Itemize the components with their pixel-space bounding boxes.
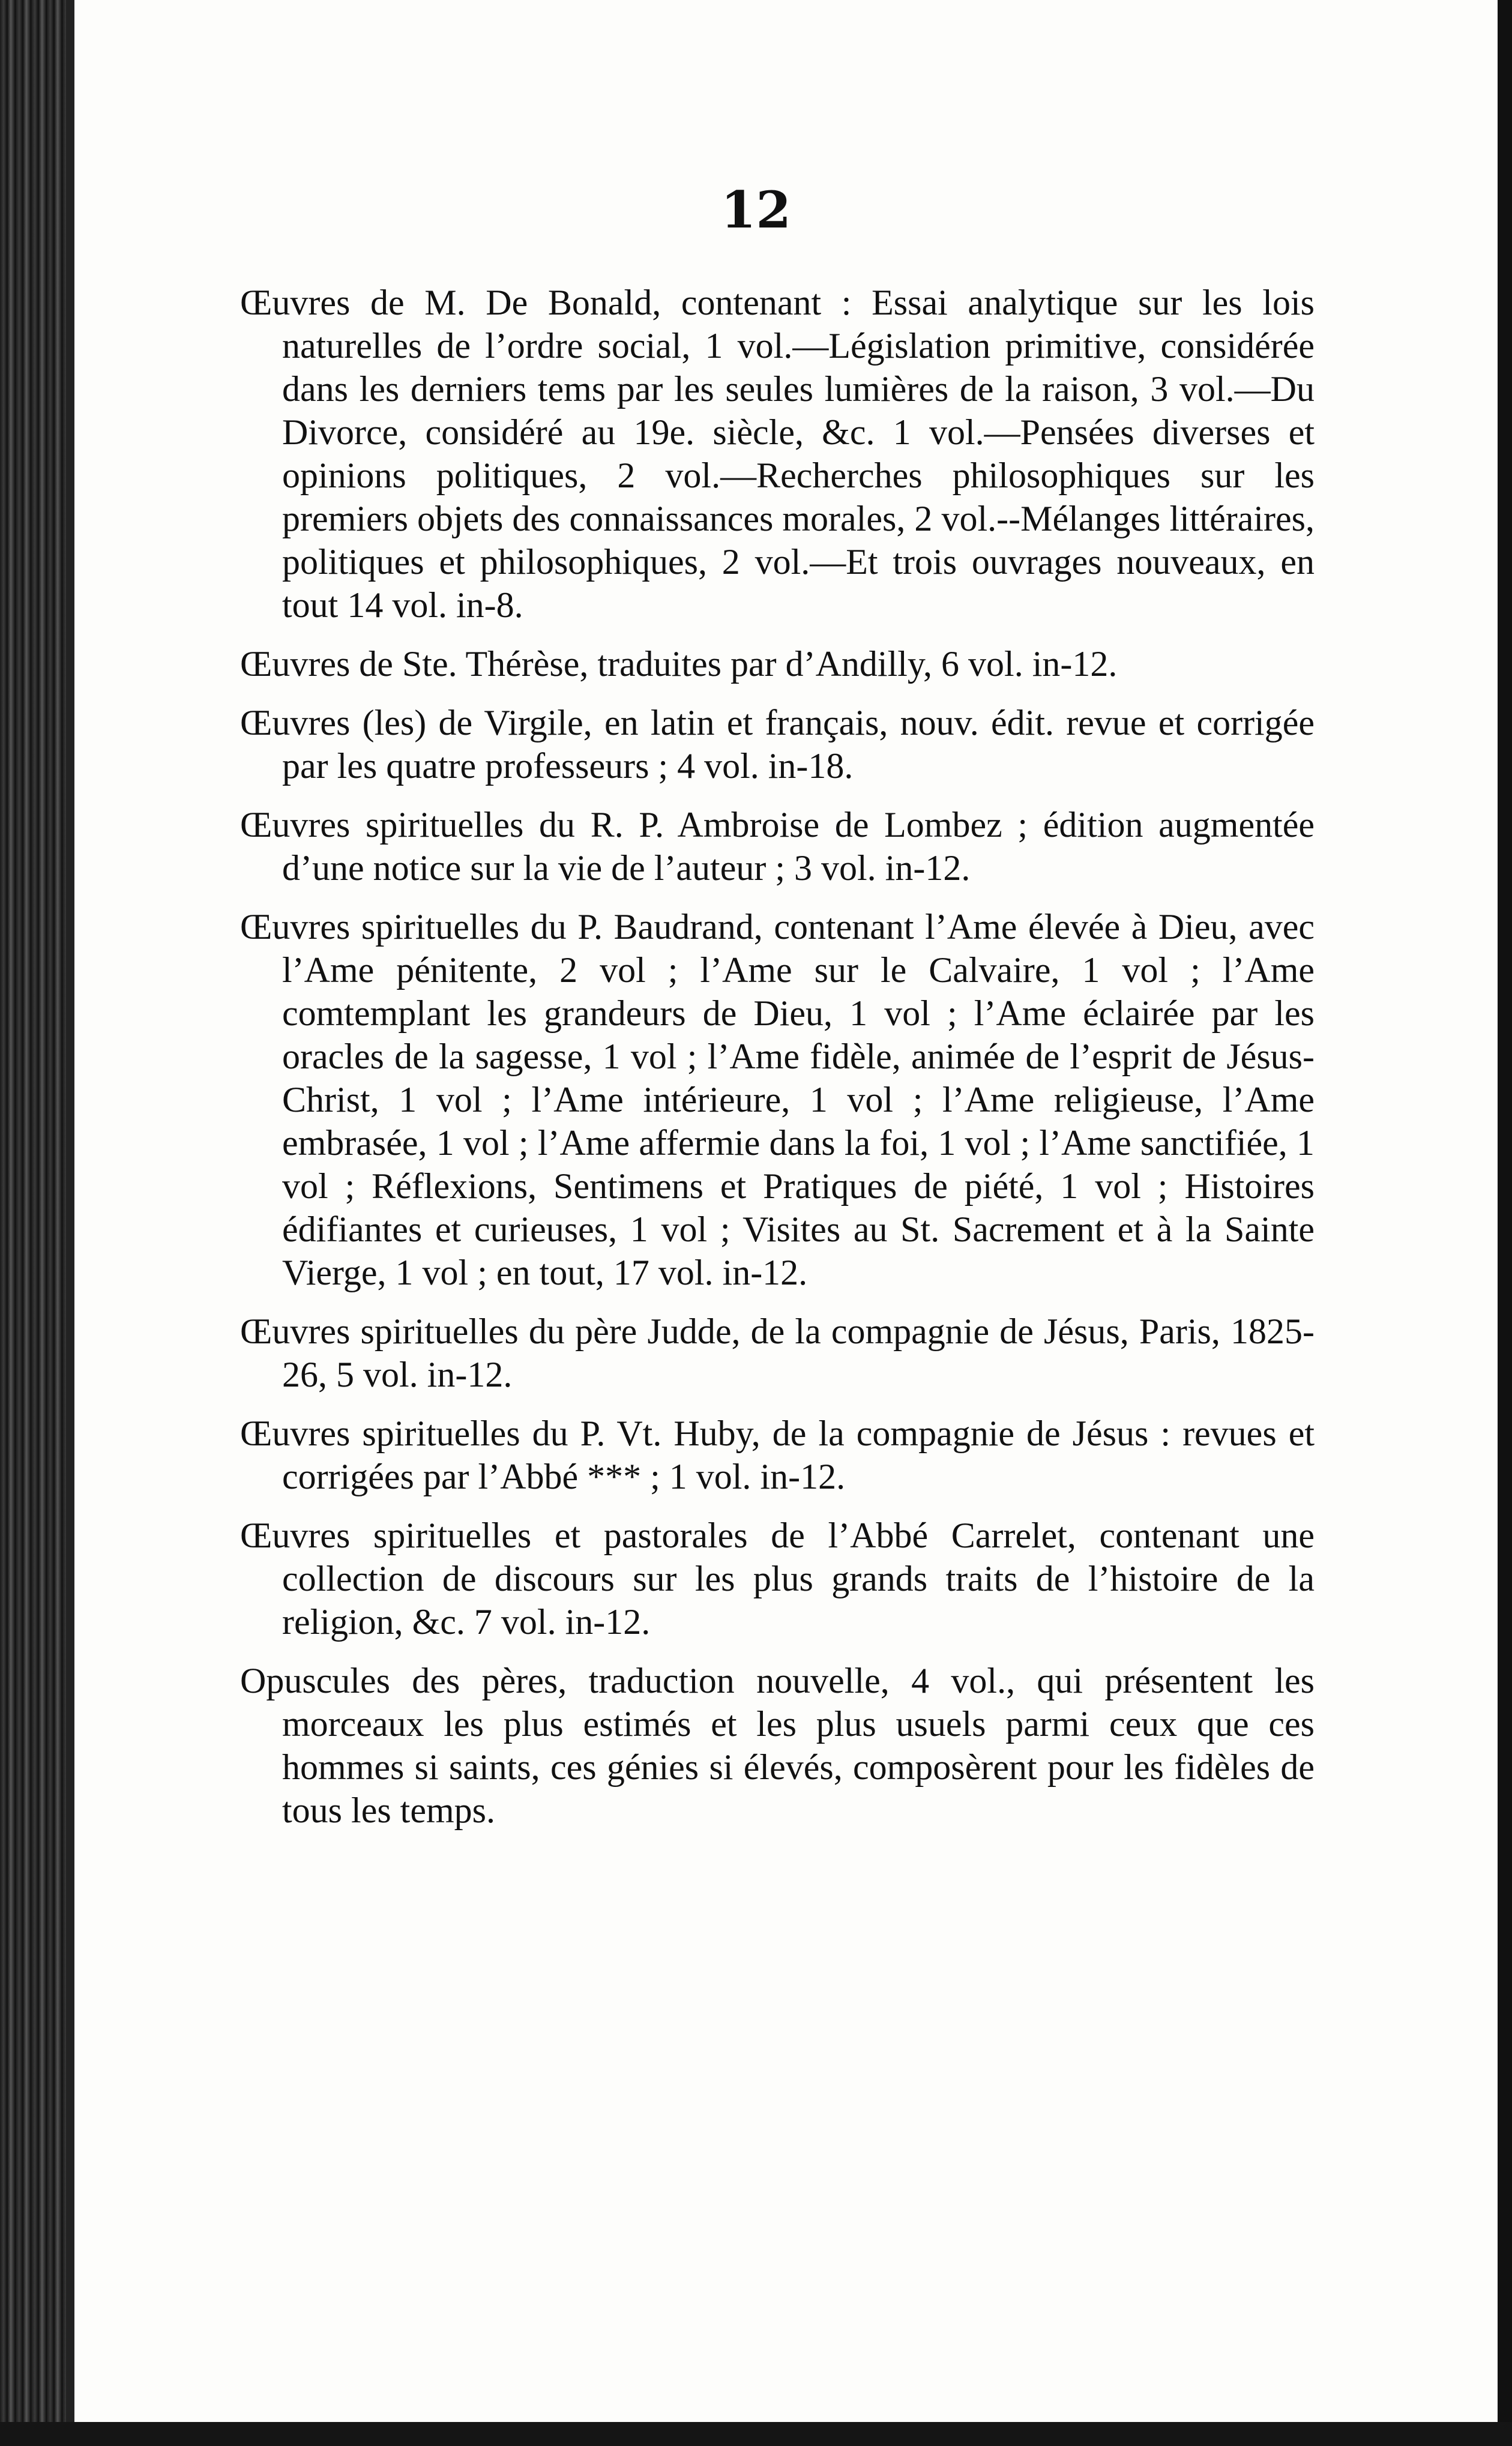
binding-shadow	[66, 0, 74, 2446]
catalog-entry: Œuvres (les) de Virgile, en latin et français, nouv. édit. revue et corrigée par les quatre professeurs ; 4 vol. in-18.	[240, 703, 1315, 786]
catalog-entries	[240, 281, 1315, 1848]
right-scan-edge	[1498, 0, 1512, 2446]
catalog-entry: Œuvres spirituelles du R. P. Ambroise de Lombez ; édition augmentée d’une notice sur la vie de l’auteur ; 3 vol. in-12.	[240, 805, 1315, 888]
catalog-entry: Œuvres de M. De Bonald, contenant : Essai analytique sur les lois naturelles de l’ordre social, 1 vol.—Législation primitive, considérée dans les derniers tems par les seules lumières de la raison, 3 vol.—Du Divorce, considéré au 19e. siècle, &c. 1 vol.—Pensées diverses et opinions politiques, 2 vol.—Recherches philosophiques sur les premiers objets des connaissances morales, 2 vol.--Mélanges littéraires, politiques et philosophiques, 2 vol.—Et trois ouvrages nouveaux, en tout 14 vol. in-8.	[240, 283, 1315, 625]
binding-edge	[0, 0, 72, 2446]
catalog-entry: Œuvres spirituelles du P. Vt. Huby, de la compagnie de Jésus : revues et corrigées par l’Abbé *** ; 1 vol. in-12.	[240, 1414, 1315, 1496]
catalog-entry: Œuvres spirituelles du père Judde, de la compagnie de Jésus, Paris, 1825-26, 5 vol. in-12.	[240, 1312, 1315, 1394]
catalog-entry: Œuvres spirituelles du P. Baudrand, contenant l’Ame élevée à Dieu, avec l’Ame pénitente, 2 vol ; l’Ame sur le Calvaire, 1 vol ; l’Ame comtemplant les grandeurs de Dieu, 1 vol ; l’Ame éclairée par les oracles de la sagesse, 1 vol ; l’Ame fidèle, animée de l’esprit de Jésus-Christ, 1 vol ; l’Ame intérieure, 1 vol ; l’Ame religieuse, l’Ame embrasée, 1 vol ; l’Ame affermie dans la foi, 1 vol ; l’Ame sanctifiée, 1 vol ; Réflexions, Sentimens et Pratiques de piété, 1 vol ; Histoires édifiantes et curieuses, 1 vol ; Visites au St. Sacrement et à la Sainte Vierge, 1 vol ; en tout, 17 vol. in-12.	[240, 907, 1315, 1292]
catalog-entry: Œuvres de Ste. Thérèse, traduites par d’Andilly, 6 vol. in-12.	[240, 644, 1118, 684]
bottom-scan-edge	[0, 2422, 1512, 2446]
catalog-entry: Opuscules des pères, traduction nouvelle, 4 vol., qui présentent les morceaux les plus estimés et les plus usuels parmi ceux que ces hommes si saints, ces génies si élevés, composèrent pour les fidèles de tous les temps.	[240, 1661, 1315, 1830]
catalog-entry: Œuvres spirituelles et pastorales de l’Abbé Carrelet, contenant une collection de discours sur les plus grands traits de l’histoire de la religion, &c. 7 vol. in-12.	[240, 1516, 1315, 1642]
page-number: 12	[721, 180, 791, 239]
